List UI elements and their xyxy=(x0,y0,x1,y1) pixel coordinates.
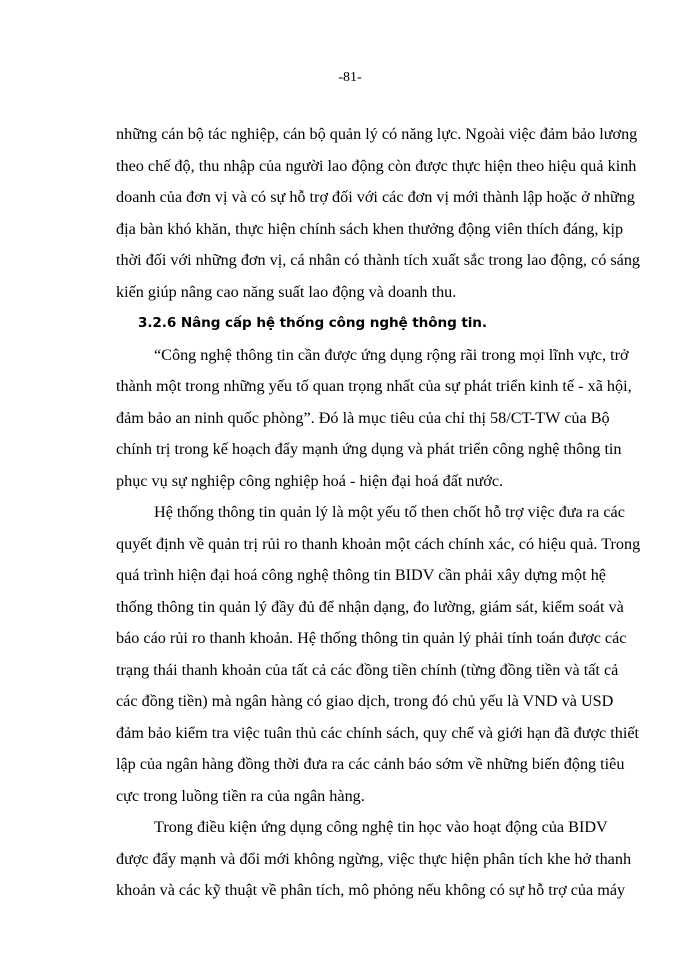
text-line: đảm bảo kiểm tra việc tuân thủ các chính sách, quy chế và giới hạn đã được thiết xyxy=(116,723,640,742)
text-line: kiến giúp nâng cao năng suất lao động và doanh thu. xyxy=(116,282,457,301)
text-line: thống thông tin quản lý đầy đủ để nhận dạng, đo lường, giám sát, kiểm soát và xyxy=(116,597,624,616)
paragraph-it-application xyxy=(116,812,632,907)
text-line: Hệ thống thông tin quản lý là một yếu tố then chốt hỗ trợ việc đưa ra các xyxy=(154,503,625,521)
text-line: báo cáo rủi ro thanh khoản. Hệ thống thông tin quản lý phải tính toán được các xyxy=(116,629,627,647)
text-line: quyết định về quản trị rủi ro thanh khoản một cách chính xác, có hiệu quả. Trong xyxy=(116,534,641,553)
text-line: cực trong luồng tiền ra của ngân hàng. xyxy=(116,786,365,805)
text-line: trạng thái thanh khoản của tất cả các đồng tiền chính (từng đồng tiền và tất cả xyxy=(116,660,619,679)
text-line: “Công nghệ thông tin cần được ứng dụng rộng rãi trong mọi lĩnh vực, trở xyxy=(154,345,629,364)
text-line: đảm bảo an ninh quốc phòng”. Đó là mục tiêu của chỉ thị 58/CT-TW của Bộ xyxy=(116,408,610,427)
document-body xyxy=(116,119,641,907)
text-line: các đồng tiền) mà ngân hàng có giao dịch, trong đó chủ yếu là VND và USD xyxy=(116,692,614,710)
text-line: doanh của đơn vị và có sự hỗ trợ đối với các đơn vị mới thành lập hoặc ở những xyxy=(116,188,635,206)
text-line: phục vụ sự nghiệp công nghiệp hoá - hiện đại hoá đất nước. xyxy=(116,471,504,490)
paragraph-it-directive xyxy=(116,340,632,498)
text-line: chính trị trong kế hoạch đẩy mạnh ứng dụng và phát triển công nghệ thông tin xyxy=(116,440,622,458)
text-line: quá trình hiện đại hoá công nghệ thông tin BIDV cần phải xây dựng một hệ xyxy=(116,566,606,584)
section-heading: 3.2.6 Nâng cấp hệ thống công nghệ thông tin. xyxy=(138,315,487,331)
page-number: -81- xyxy=(338,70,362,85)
text-line: lập của ngân hàng đồng thời đưa ra các cảnh báo sớm về những biến động tiêu xyxy=(116,755,625,773)
text-line: thời đối với những đơn vị, cá nhân có thành tích xuất sắc trong lao động, có sáng xyxy=(116,251,641,269)
text-line: khoản và các kỹ thuật về phân tích, mô phỏng nếu không có sự hỗ trợ của máy xyxy=(116,881,626,899)
text-line: địa bàn khó khăn, thực hiện chính sách khen thưởng động viên thích đáng, kịp xyxy=(116,219,624,238)
text-line: thành một trong những yếu tố quan trọng nhất của sự phát triển kinh tế - xã hội, xyxy=(116,377,632,395)
text-line: được đẩy mạnh và đổi mới không ngừng, việc thực hiện phân tích khe hở thanh xyxy=(116,849,632,868)
text-line: những cán bộ tác nghiệp, cán bộ quản lý có năng lực. Ngoài việc đảm bảo lương xyxy=(116,125,638,143)
text-line: Trong điều kiện ứng dụng công nghệ tin học vào hoạt động của BIDV xyxy=(154,818,608,836)
text-line: theo chế độ, thu nhập của người lao động còn được thực hiện theo hiệu quả kinh xyxy=(116,156,637,175)
paragraph-staff-compensation xyxy=(116,119,641,308)
paragraph-management-info-system xyxy=(116,497,641,812)
